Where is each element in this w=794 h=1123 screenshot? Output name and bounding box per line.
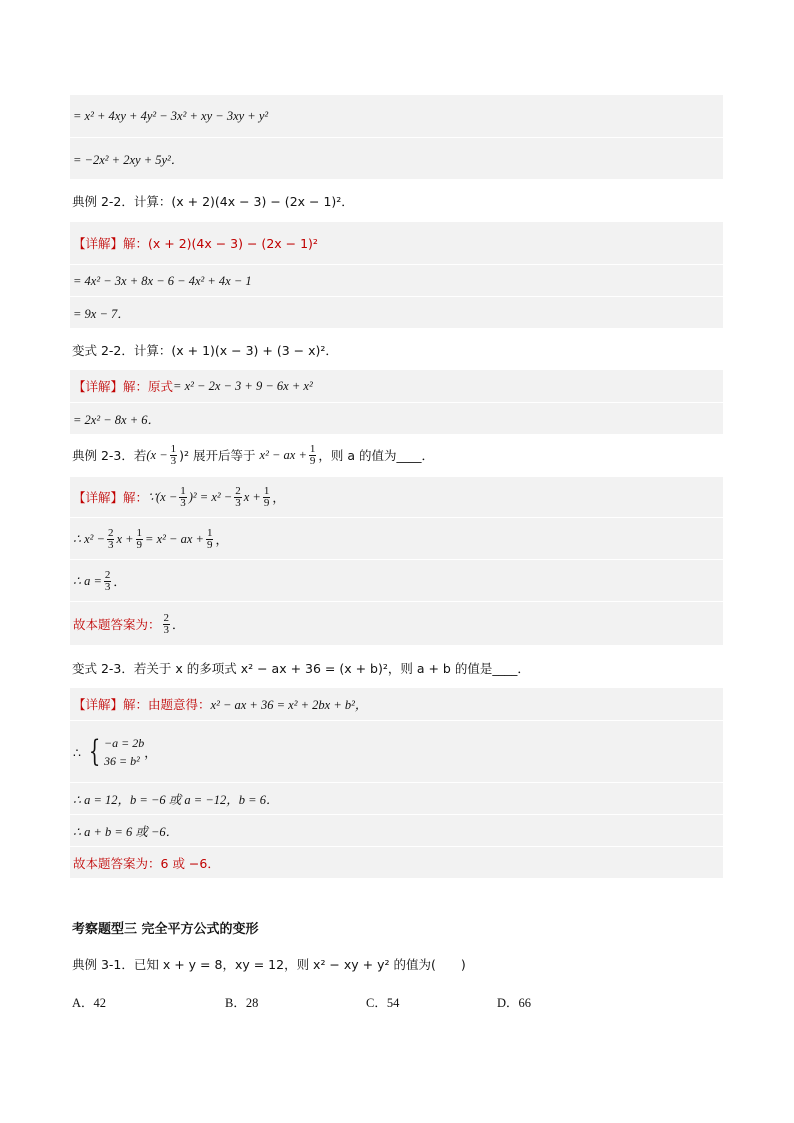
solution-line [70, 296, 723, 329]
expression: = x² − ax + [145, 531, 204, 546]
question-text: 变式 2-2．计算：(x + 1)(x − 3) + (3 − x)²． [72, 343, 338, 358]
question-text: 典例 2-3．若 [72, 448, 147, 463]
equation: 36 = b² [104, 754, 140, 768]
option-a[interactable]: A．42 [72, 996, 107, 1010]
answer-label: 故本题答案为： [73, 856, 161, 871]
denominator: 3 [180, 496, 186, 509]
fraction [107, 528, 115, 551]
solution-box-continued [70, 95, 723, 179]
fraction [136, 528, 144, 551]
detail-tag: 【详解】 [73, 697, 124, 712]
expression-line: = x² + 4xy + 4y² − 3x² + xy − 3xy + y² [73, 108, 269, 123]
denominator: 3 [104, 580, 111, 593]
expression-line: = −2x² + 2xy + 5y²． [73, 153, 184, 167]
expression-line: ∴ a = 12，b = −6 或 a = −12，b = 6． [73, 793, 279, 807]
solution-line [70, 720, 723, 783]
question-variant-2-3 [72, 659, 530, 677]
denominator: 9 [309, 454, 316, 467]
answer-line [70, 846, 723, 879]
expression: x² − ax + [259, 447, 307, 462]
solution-text: 解：由题意得： [123, 697, 211, 712]
solution-line [70, 137, 723, 180]
fraction [263, 486, 271, 509]
expression: )² = x² − [188, 489, 233, 504]
punctuation: ， [272, 490, 285, 505]
denominator: 9 [206, 538, 213, 551]
denominator: 9 [136, 538, 143, 551]
section-heading: 考察题型三 完全平方公式的变形 [72, 922, 259, 937]
answer-label: 故本题答案为： [73, 617, 161, 632]
numerator: 1 [170, 442, 177, 455]
solution-line [70, 222, 723, 264]
expression: (x − [146, 447, 168, 462]
denominator: 3 [107, 538, 114, 551]
equation-system [85, 734, 144, 770]
numerator: 2 [235, 484, 241, 497]
denominator: 9 [263, 496, 270, 509]
denominator: 3 [163, 623, 170, 636]
question-3-1 [72, 955, 466, 973]
answer-line [70, 601, 723, 646]
solution-box-variant-2-2 [70, 370, 723, 434]
solution-line [70, 559, 723, 602]
question-2-2 [72, 192, 354, 210]
solution-line [70, 814, 723, 847]
solution-line [70, 370, 723, 402]
question-text: 典例 3-1．已知 x + y = 8，xy = 12，则 x² − xy + y² 的值为( ) [72, 957, 466, 972]
punctuation: ． [172, 617, 185, 632]
expression: ∴ x² − [73, 532, 105, 546]
solution-text: 解：(x + 2)(4x − 3) − (2x − 1)² [123, 236, 318, 251]
solution-box-variant-2-3 [70, 688, 723, 878]
fraction [179, 486, 187, 509]
solution-box-2-3 [70, 477, 723, 645]
option-d[interactable]: D．66 [497, 996, 532, 1010]
question-text: ，则 a 的值为____． [318, 448, 434, 463]
brace-icon: { [88, 734, 101, 769]
option-b[interactable]: B．28 [225, 996, 259, 1010]
question-2-3 [72, 440, 434, 470]
expression-line: = 4x² − 3x + 8x − 6 − 4x² + 4x − 1 [73, 273, 252, 288]
numerator: 1 [180, 484, 186, 497]
expression: ∴ a = [73, 574, 102, 588]
expression: x² − ax + 36 = x² + 2bx + b²， [210, 698, 368, 712]
numerator: 1 [136, 526, 143, 539]
numerator: 1 [263, 484, 270, 497]
question-text: 变式 2-3．若关于 x 的多项式 x² − ax + 36 = (x + b)²，则 a + b 的值是____． [72, 661, 530, 676]
fraction [104, 570, 112, 593]
expression: = x² − 2x − 3 + 9 − 6x + x² [173, 378, 313, 393]
solution-line [70, 264, 723, 297]
punctuation: ， [144, 745, 157, 760]
therefore-symbol: ∴ [73, 744, 81, 760]
expression-line: ∴ a + b = 6 或 −6． [73, 825, 179, 839]
solution-line [70, 517, 723, 560]
fraction [206, 528, 214, 551]
expression-line: = 2x² − 8x + 6． [73, 413, 161, 427]
solution-line [70, 95, 723, 137]
detail-tag: 【详解】 [73, 236, 124, 251]
numerator: 1 [309, 442, 316, 455]
fraction [234, 486, 242, 509]
denominator: 3 [235, 496, 241, 509]
numerator: 2 [107, 526, 114, 539]
numerator: 2 [104, 568, 111, 581]
solution-line [70, 782, 723, 815]
punctuation: ． [113, 574, 126, 589]
answer-value: 6 或 −6． [160, 856, 220, 871]
punctuation: ， [215, 532, 228, 547]
denominator: 3 [170, 454, 177, 467]
solution-line [70, 688, 723, 720]
numerator: 2 [163, 611, 170, 624]
fraction [170, 444, 178, 467]
solution-box-2-2 [70, 222, 723, 328]
expression: x + [243, 489, 261, 504]
expression-line: = 9x − 7． [73, 307, 130, 321]
question-text: )² 展开后等于 [179, 448, 256, 463]
numerator: 1 [206, 526, 213, 539]
question-text: 典例 2-2．计算：(x + 2)(4x − 3) − (2x − 1)²． [72, 194, 354, 209]
detail-tag: 【详解】 [73, 490, 124, 505]
option-c[interactable]: C．54 [366, 996, 400, 1010]
equation: −a = 2b [104, 736, 145, 750]
solution-line [70, 402, 723, 435]
answer-fraction [163, 613, 171, 636]
detail-tag: 【详解】 [73, 379, 124, 394]
solution-text: 解： [123, 490, 149, 505]
fraction [309, 444, 317, 467]
solution-line [70, 477, 723, 517]
expression: ∵(x − [148, 490, 178, 504]
expression: x + [116, 531, 134, 546]
solution-text: 解：原式 [123, 379, 174, 394]
question-variant-2-2 [72, 341, 338, 359]
